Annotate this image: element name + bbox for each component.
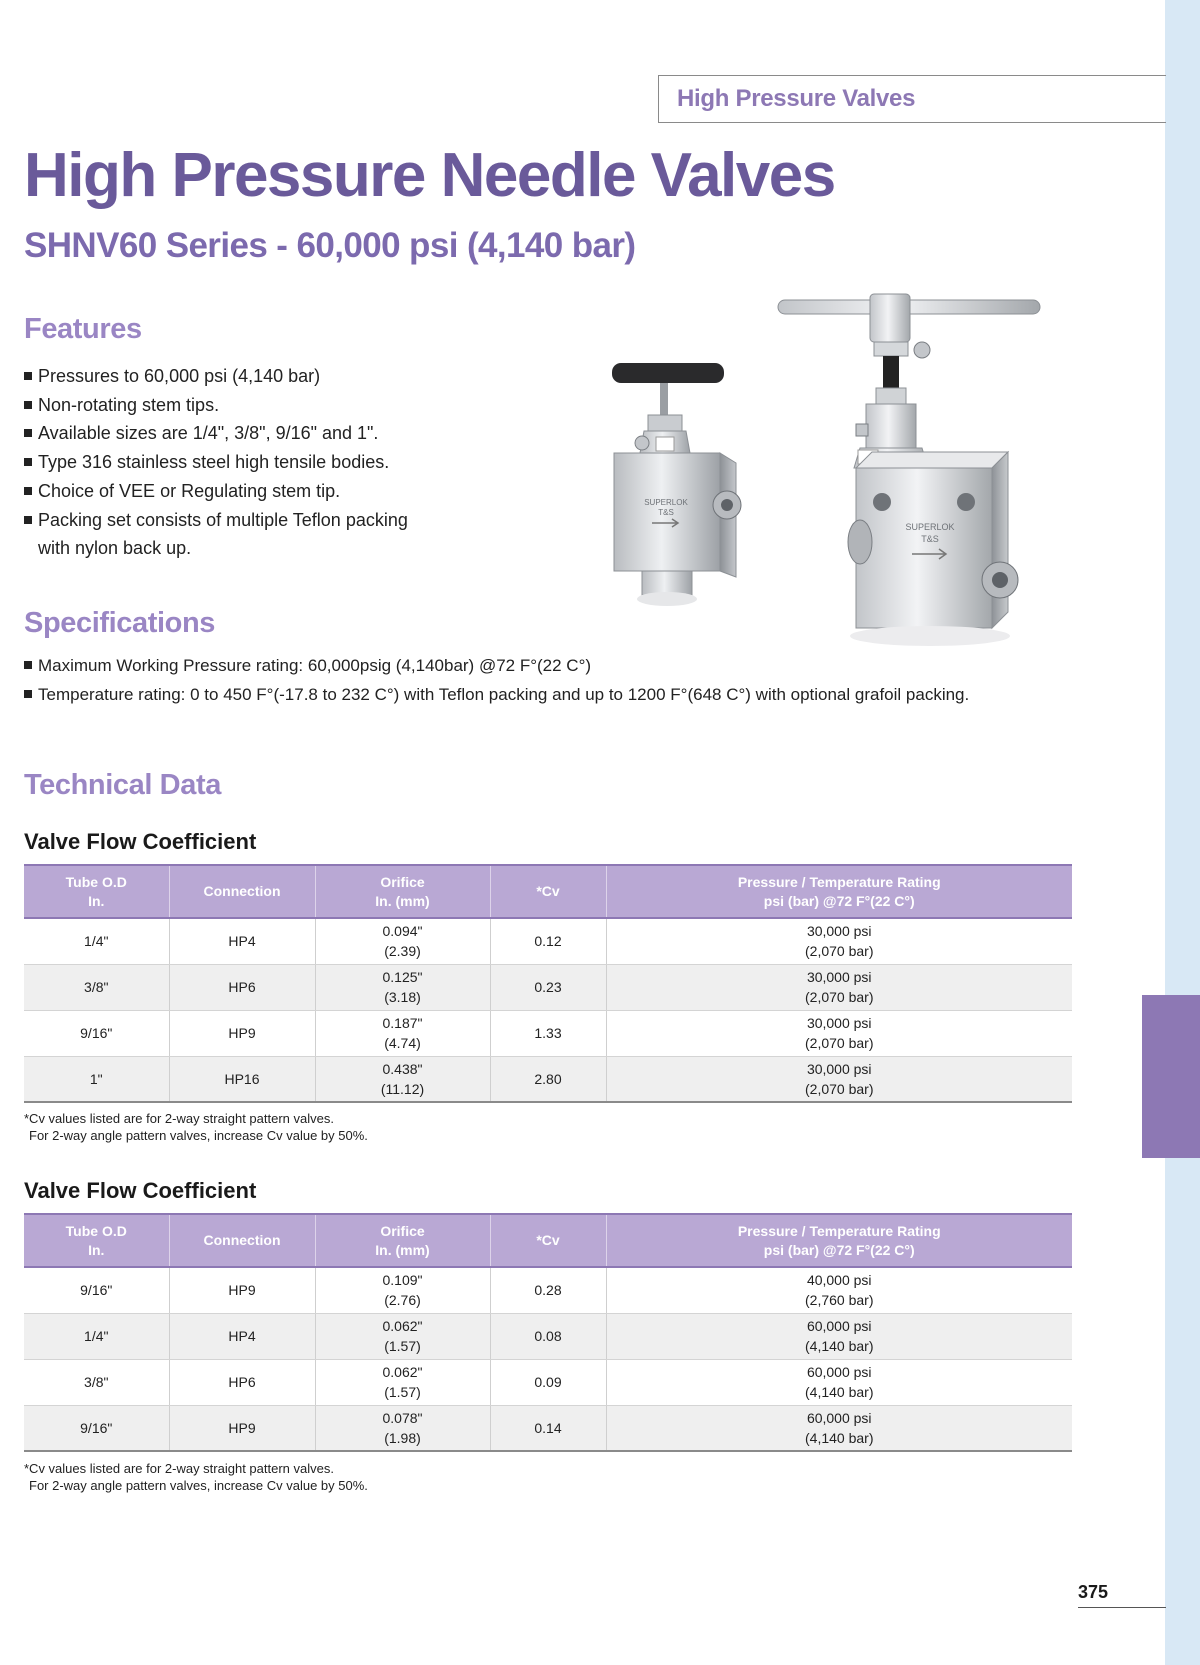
feature-item: Choice of VEE or Regulating stem tip. xyxy=(24,477,584,506)
spec-item: Temperature rating: 0 to 450 F°(-17.8 to 232 C°) with Teflon packing and up to 1200 F°(648 C°) with optional grafoil packing. xyxy=(24,681,1024,710)
cell-orifice: 0.094" (2.39) xyxy=(315,918,490,964)
cell-orifice: 0.062" (1.57) xyxy=(315,1313,490,1359)
cell-orifice: 0.125" (3.18) xyxy=(315,964,490,1010)
cell-tube-od: 3/8" xyxy=(24,1359,169,1405)
cell-cv: 0.09 xyxy=(490,1359,606,1405)
category-header-box xyxy=(658,75,1166,123)
bullet-icon xyxy=(24,429,32,437)
header-connection: Connection xyxy=(169,865,315,918)
cell-pressure: 60,000 psi (4,140 bar) xyxy=(606,1313,1072,1359)
cell-pressure: 30,000 psi (2,070 bar) xyxy=(606,1056,1072,1102)
table-header-row xyxy=(24,1214,1072,1267)
table-row xyxy=(24,1267,1072,1313)
bullet-icon xyxy=(24,661,32,669)
cell-cv: 0.08 xyxy=(490,1313,606,1359)
side-color-strip xyxy=(1165,0,1200,1665)
bullet-icon xyxy=(24,487,32,495)
header-tube-od: Tube O.D In. xyxy=(24,1214,169,1267)
header-cv: *Cv xyxy=(490,1214,606,1267)
small-needle-valve-image xyxy=(596,355,766,615)
side-section-tab xyxy=(1142,995,1200,1158)
cell-connection: HP9 xyxy=(169,1267,315,1313)
table-row xyxy=(24,918,1072,964)
cell-pressure: 40,000 psi (2,760 bar) xyxy=(606,1267,1072,1313)
table2-footnote: *Cv values listed are for 2-way straight pattern valves. For 2-way angle pattern valves, increase Cv value by 50%. xyxy=(24,1461,368,1493)
cell-pressure: 60,000 psi (4,140 bar) xyxy=(606,1359,1072,1405)
table2-title: Valve Flow Coefficient xyxy=(24,1178,257,1203)
large-needle-valve-image xyxy=(770,292,1050,662)
page-number-rule xyxy=(1078,1607,1166,1608)
small-valve-sub: T&S xyxy=(658,508,674,517)
table-header-row xyxy=(24,865,1072,918)
cell-cv: 1.33 xyxy=(490,1010,606,1056)
features-list xyxy=(24,362,584,563)
header-connection: Connection xyxy=(169,1214,315,1267)
cell-connection: HP4 xyxy=(169,918,315,964)
bullet-icon xyxy=(24,516,32,524)
table-row xyxy=(24,1405,1072,1451)
flow-coefficient-table-1 xyxy=(24,864,1072,1103)
cell-cv: 0.28 xyxy=(490,1267,606,1313)
table-row xyxy=(24,1313,1072,1359)
table1-title: Valve Flow Coefficient xyxy=(24,829,257,854)
header-pressure-rating: Pressure / Temperature Rating psi (bar) @72 F°(22 C°) xyxy=(606,865,1072,918)
cell-connection: HP4 xyxy=(169,1313,315,1359)
cell-connection: HP9 xyxy=(169,1405,315,1451)
page-subtitle: SHNV60 Series - 60,000 psi (4,140 bar) xyxy=(24,226,636,265)
category-label: High Pressure Valves xyxy=(677,85,916,112)
bullet-icon xyxy=(24,458,32,466)
cell-connection: HP6 xyxy=(169,1359,315,1405)
cell-cv: 0.23 xyxy=(490,964,606,1010)
cell-pressure: 30,000 psi (2,070 bar) xyxy=(606,918,1072,964)
cell-tube-od: 9/16" xyxy=(24,1405,169,1451)
specifications-heading: Specifications xyxy=(24,607,216,639)
cell-pressure: 30,000 psi (2,070 bar) xyxy=(606,1010,1072,1056)
cell-tube-od: 1/4" xyxy=(24,918,169,964)
small-valve-brand: SUPERLOK xyxy=(644,498,688,507)
large-valve-sub: T&S xyxy=(921,534,939,544)
table1-footnote: *Cv values listed are for 2-way straight pattern valves. For 2-way angle pattern valves, increase Cv value by 50%. xyxy=(24,1111,368,1143)
table-row xyxy=(24,1359,1072,1405)
feature-item: Pressures to 60,000 psi (4,140 bar) xyxy=(24,362,584,391)
table-row xyxy=(24,964,1072,1010)
cell-connection: HP6 xyxy=(169,964,315,1010)
cell-orifice: 0.062" (1.57) xyxy=(315,1359,490,1405)
table-row xyxy=(24,1056,1072,1102)
cell-cv: 0.12 xyxy=(490,918,606,964)
cell-orifice: 0.438" (11.12) xyxy=(315,1056,490,1102)
cell-tube-od: 1" xyxy=(24,1056,169,1102)
table-row xyxy=(24,1010,1072,1056)
cell-connection: HP16 xyxy=(169,1056,315,1102)
header-cv: *Cv xyxy=(490,865,606,918)
cell-cv: 2.80 xyxy=(490,1056,606,1102)
feature-item-continuation: with nylon back up. xyxy=(38,538,192,559)
header-orifice: Orifice In. (mm) xyxy=(315,865,490,918)
cell-tube-od: 9/16" xyxy=(24,1010,169,1056)
specifications-list xyxy=(24,652,1024,709)
bullet-icon xyxy=(24,401,32,409)
flow-coefficient-table-2 xyxy=(24,1213,1072,1452)
header-tube-od: Tube O.D In. xyxy=(24,865,169,918)
cell-connection: HP9 xyxy=(169,1010,315,1056)
page-title: High Pressure Needle Valves xyxy=(24,141,835,210)
cell-tube-od: 1/4" xyxy=(24,1313,169,1359)
cell-orifice: 0.109" (2.76) xyxy=(315,1267,490,1313)
large-valve-brand: SUPERLOK xyxy=(905,522,955,532)
spec-item: Maximum Working Pressure rating: 60,000psig (4,140bar) @72 F°(22 C°) xyxy=(24,652,1024,681)
page-number: 375 xyxy=(1078,1582,1109,1602)
bullet-icon xyxy=(24,372,32,380)
header-pressure-rating: Pressure / Temperature Rating psi (bar) @72 F°(22 C°) xyxy=(606,1214,1072,1267)
bullet-icon xyxy=(24,690,32,698)
feature-item: Non-rotating stem tips. xyxy=(24,391,584,420)
cell-orifice: 0.187" (4.74) xyxy=(315,1010,490,1056)
features-heading: Features xyxy=(24,313,142,345)
feature-item: Packing set consists of multiple Teflon packing xyxy=(24,506,584,535)
cell-tube-od: 9/16" xyxy=(24,1267,169,1313)
cell-tube-od: 3/8" xyxy=(24,964,169,1010)
feature-item: Type 316 stainless steel high tensile bodies. xyxy=(24,448,584,477)
cell-pressure: 60,000 psi (4,140 bar) xyxy=(606,1405,1072,1451)
cell-pressure: 30,000 psi (2,070 bar) xyxy=(606,964,1072,1010)
header-orifice: Orifice In. (mm) xyxy=(315,1214,490,1267)
cell-orifice: 0.078" (1.98) xyxy=(315,1405,490,1451)
cell-cv: 0.14 xyxy=(490,1405,606,1451)
feature-item: Available sizes are 1/4", 3/8", 9/16" and 1". xyxy=(24,419,584,448)
technical-data-heading: Technical Data xyxy=(24,769,221,801)
